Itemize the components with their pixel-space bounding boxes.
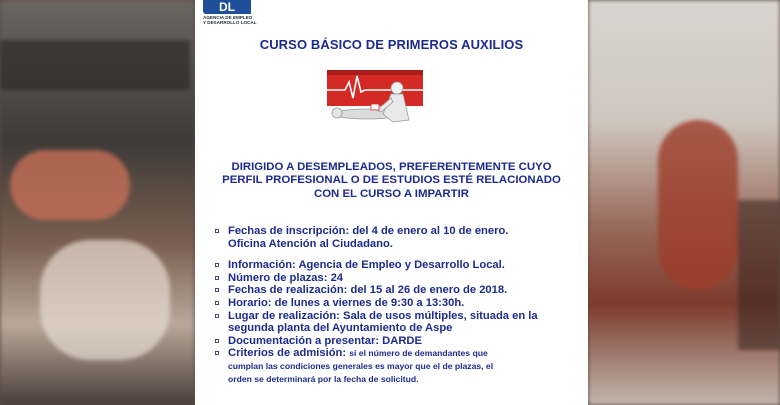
list-item-information bbox=[215, 259, 580, 272]
background-blur bbox=[658, 120, 738, 290]
first-aid-kit-icon bbox=[371, 104, 379, 110]
background-blur bbox=[10, 150, 130, 220]
background-left bbox=[0, 0, 195, 405]
item-text: Documentación a presentar: DARDE bbox=[228, 334, 422, 347]
hero-red-banner bbox=[327, 70, 423, 106]
logo-text-line: Y DESARROLLO LOCAL bbox=[203, 20, 257, 25]
bullet-icon bbox=[215, 288, 219, 292]
lying-figure-head bbox=[332, 108, 342, 118]
bullet-icon bbox=[215, 229, 219, 233]
target-audience-text bbox=[195, 161, 588, 201]
rescuer-head bbox=[391, 82, 403, 94]
list-item-location bbox=[215, 310, 580, 335]
item-text: Lugar de realización: Sala de usos múltiples, situada en la bbox=[228, 309, 538, 322]
course-details-list bbox=[215, 225, 580, 385]
hero-dark-edge bbox=[327, 70, 423, 75]
background-blur bbox=[0, 40, 190, 90]
bullet-icon bbox=[215, 339, 219, 343]
logo-mark: DL bbox=[203, 0, 251, 14]
bullet-icon bbox=[215, 276, 219, 280]
agency-logo bbox=[201, 0, 261, 28]
list-item-documentation bbox=[215, 335, 580, 348]
logo-text-line: AGENCIA DE EMPLEO bbox=[203, 15, 253, 20]
background-blur bbox=[40, 240, 170, 360]
bullet-icon bbox=[215, 301, 219, 305]
item-text: Oficina Atención al Ciudadano. bbox=[228, 237, 393, 250]
list-item-dates bbox=[215, 284, 580, 297]
item-text: Información: Agencia de Empleo y Desarrollo Local. bbox=[228, 259, 505, 272]
background-blur bbox=[738, 200, 780, 350]
list-item-schedule bbox=[215, 297, 580, 310]
item-text: Fechas de realización: del 15 al 26 de enero de 2018. bbox=[228, 284, 508, 297]
bullet-icon bbox=[215, 351, 219, 355]
background-right bbox=[588, 0, 780, 405]
logo-text bbox=[203, 15, 273, 25]
bullet-icon bbox=[215, 314, 219, 318]
page-title: CURSO BÁSICO DE PRIMEROS AUXILIOS bbox=[259, 37, 524, 52]
first-aid-illustration bbox=[327, 70, 423, 128]
admission-text: si el número de demandantes que bbox=[349, 348, 488, 359]
list-item-admission bbox=[215, 347, 580, 385]
admission-text: orden se determinará por la fecha de solicitud. bbox=[228, 373, 419, 384]
subtitle-line: DIRIGIDO A DESEMPLEADOS, PREFERENTEMENTE CUYO bbox=[231, 161, 552, 173]
list-item-places bbox=[215, 272, 580, 285]
item-text bbox=[228, 347, 580, 360]
admission-label: Criterios de admisión: bbox=[228, 347, 347, 360]
item-text: Número de plazas: 24 bbox=[228, 271, 344, 284]
admission-text: cumplan las condiciones generales es mayor que el de plazas, el bbox=[228, 360, 494, 371]
flyer-document bbox=[195, 0, 588, 405]
item-text: segunda planta del Ayuntamiento de Aspe bbox=[228, 322, 453, 335]
bullet-icon bbox=[215, 263, 219, 267]
subtitle-line: CON EL CURSO A IMPARTIR bbox=[313, 187, 470, 200]
subtitle-line: PERFIL PROFESIONAL O DE ESTUDIOS ESTÉ RELACIONADO bbox=[222, 174, 561, 187]
item-text: Fechas de inscripción: del 4 de enero al 10 de enero. bbox=[228, 225, 509, 237]
list-item-inscription bbox=[215, 225, 580, 250]
item-text: Horario: de lunes a viernes de 9:30 a 13:30h. bbox=[228, 296, 465, 309]
